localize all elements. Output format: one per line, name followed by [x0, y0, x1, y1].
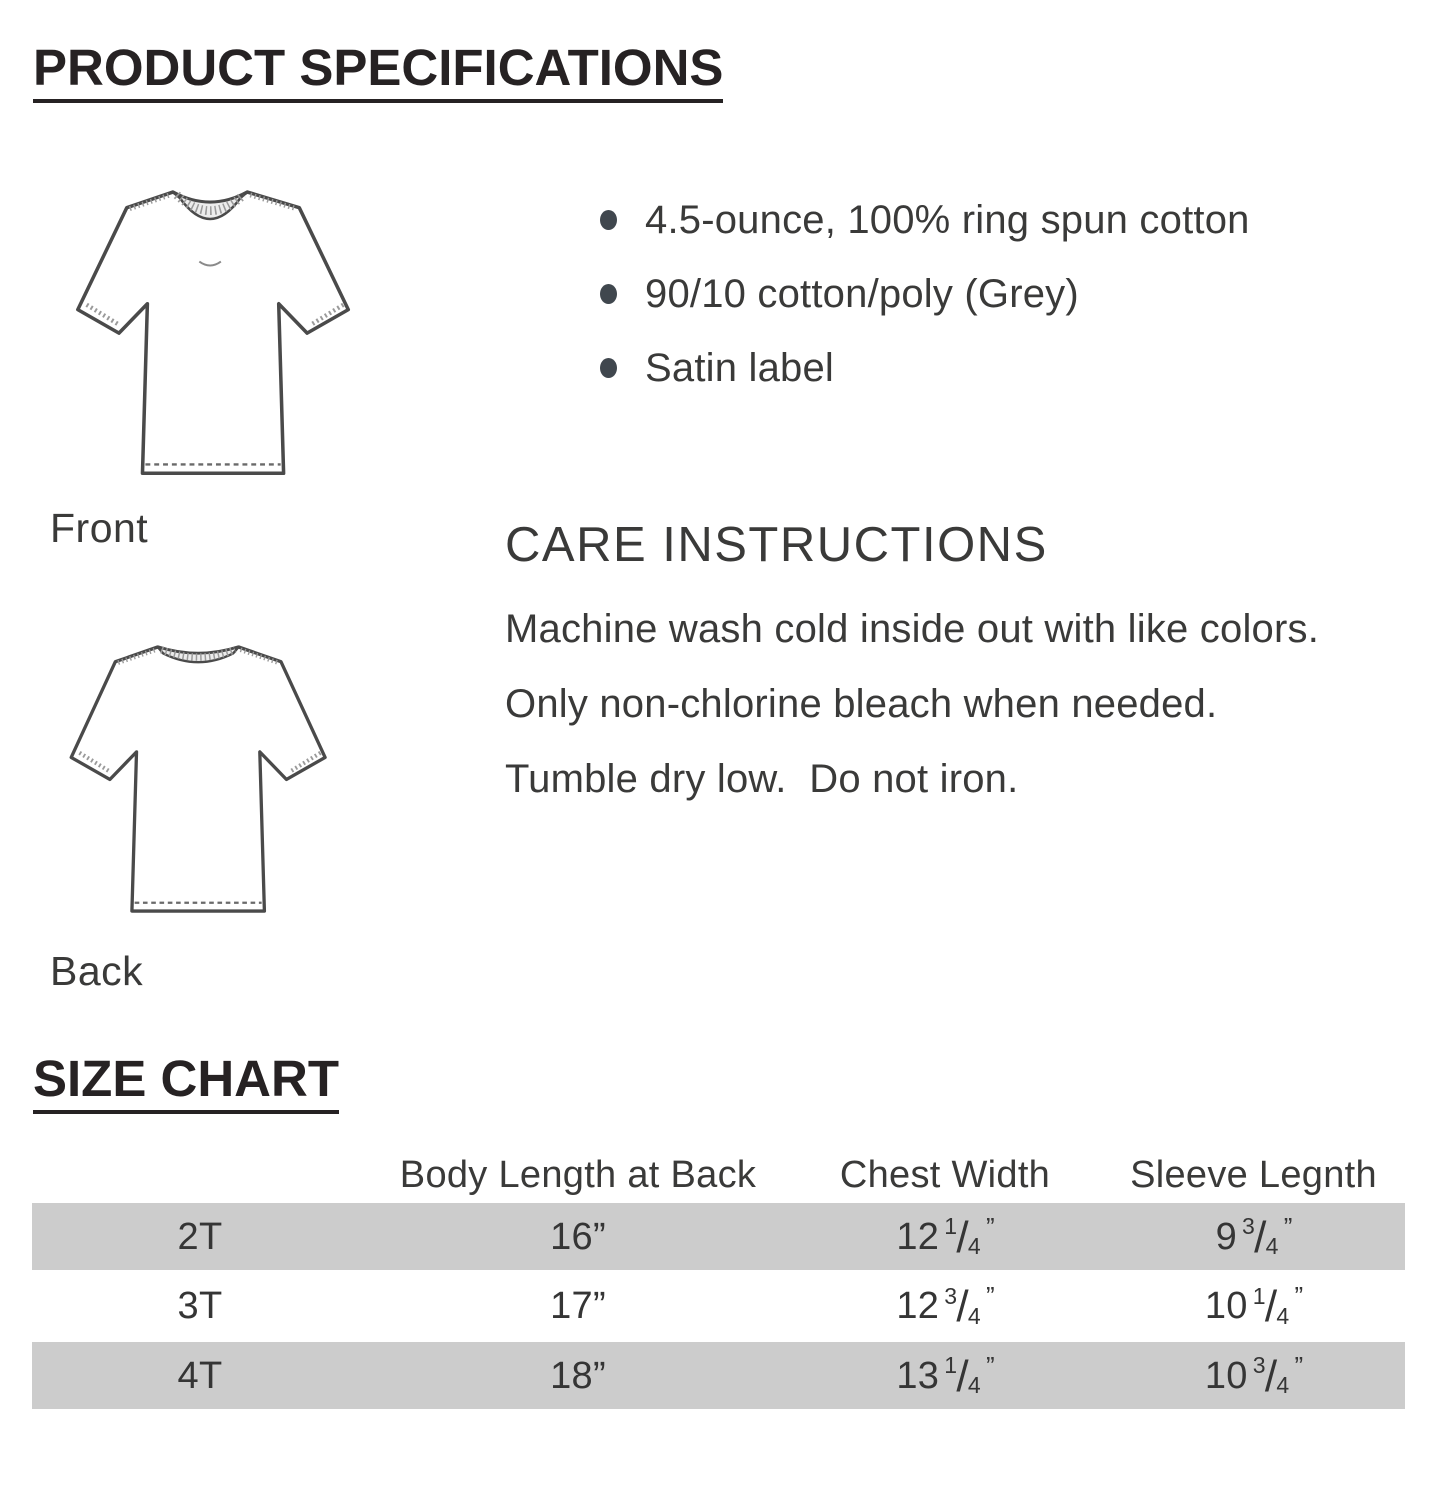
inch-mark: ”: [1294, 1281, 1303, 1311]
fraction-denominator: 4: [967, 1233, 981, 1259]
size-chart-table: [32, 1146, 1405, 1409]
back-view-label: Back: [50, 948, 144, 994]
table-row: [32, 1342, 1405, 1409]
fraction-denominator: 4: [967, 1372, 981, 1398]
tshirt-back-drawing: [62, 632, 338, 938]
bullet-icon: [600, 210, 617, 230]
size-chart-header-row: [32, 1146, 1405, 1203]
fraction-whole: 10: [1204, 1285, 1248, 1327]
tshirt-front-illustration: [68, 183, 362, 497]
fraction-numerator: 1: [1252, 1282, 1266, 1309]
front-view-label: Front: [50, 505, 149, 551]
chest-width-column-header: Chest Width: [839, 1153, 1051, 1196]
fraction-slash: /: [956, 1212, 969, 1262]
chest-width-value: [788, 1211, 1102, 1262]
size-value: 3T: [177, 1285, 223, 1327]
feature-item: [600, 344, 1250, 392]
care-instructions-section: [505, 518, 1435, 799]
care-instruction-line: Machine wash cold inside out with like colors.: [505, 606, 1320, 651]
sleeve-length-value: [1102, 1211, 1405, 1262]
fraction-slash: /: [956, 1282, 969, 1331]
feature-item: [600, 270, 1250, 318]
inch-mark: ”: [1283, 1211, 1292, 1242]
fraction-denominator: 4: [967, 1302, 981, 1329]
fraction-whole: 13: [896, 1354, 940, 1397]
sleeve-length-value: [1102, 1350, 1405, 1401]
fraction-numerator: 3: [1252, 1352, 1266, 1378]
fraction-denominator: 4: [1276, 1372, 1290, 1398]
care-instruction-line: Tumble dry low. Do not iron.: [505, 756, 1019, 801]
inch-mark: ”: [985, 1350, 994, 1381]
table-row: [32, 1270, 1405, 1342]
fraction-slash: /: [1264, 1282, 1278, 1331]
inch-mark: ”: [985, 1211, 994, 1242]
feature-text: Satin label: [645, 346, 834, 390]
body-length-value: 17”: [550, 1285, 606, 1327]
sleeve-length-value: [1102, 1281, 1405, 1331]
fraction-numerator: 3: [944, 1282, 958, 1309]
feature-list: [600, 196, 1250, 418]
sleeve-length-column-header: Sleeve Legnth: [1130, 1153, 1377, 1196]
chest-width-value: [788, 1350, 1102, 1401]
fraction-slash: /: [1264, 1351, 1278, 1401]
body-length-column-header: Body Length at Back: [399, 1153, 757, 1196]
fraction-numerator: 3: [1242, 1213, 1256, 1239]
feature-text: 4.5-ounce, 100% ring spun cotton: [645, 198, 1250, 242]
chest-width-value: [788, 1281, 1102, 1331]
size-value: 4T: [177, 1354, 223, 1397]
fraction-numerator: 1: [944, 1352, 958, 1378]
body-length-value: 16”: [550, 1215, 606, 1258]
feature-item: [600, 196, 1250, 244]
bullet-icon: [600, 358, 617, 378]
fraction-denominator: 4: [1265, 1233, 1279, 1259]
fraction-whole: 12: [896, 1215, 940, 1258]
inch-mark: ”: [1294, 1350, 1303, 1381]
inch-mark: ”: [985, 1281, 994, 1311]
fraction-denominator: 4: [1276, 1302, 1290, 1329]
size-chart-heading: SIZE CHART: [33, 1056, 339, 1114]
body-length-value: 18”: [550, 1354, 606, 1397]
fraction-slash: /: [1254, 1212, 1267, 1262]
table-row: [32, 1203, 1405, 1270]
fraction-whole: 12: [896, 1285, 940, 1327]
fraction-slash: /: [956, 1351, 969, 1401]
size-value: 2T: [177, 1215, 223, 1258]
care-instructions-heading: CARE INSTRUCTIONS: [505, 518, 1048, 572]
tshirt-front-drawing: [68, 183, 362, 497]
tshirt-back-illustration: [62, 632, 338, 938]
feature-text: 90/10 cotton/poly (Grey): [645, 272, 1079, 316]
bullet-icon: [600, 284, 617, 304]
care-instruction-line: Only non-chlorine bleach when needed.: [505, 681, 1218, 726]
fraction-whole: 10: [1204, 1354, 1248, 1397]
fraction-numerator: 1: [944, 1213, 958, 1239]
page-title: PRODUCT SPECIFICATIONS: [33, 45, 723, 103]
fraction-whole: 9: [1215, 1215, 1238, 1258]
